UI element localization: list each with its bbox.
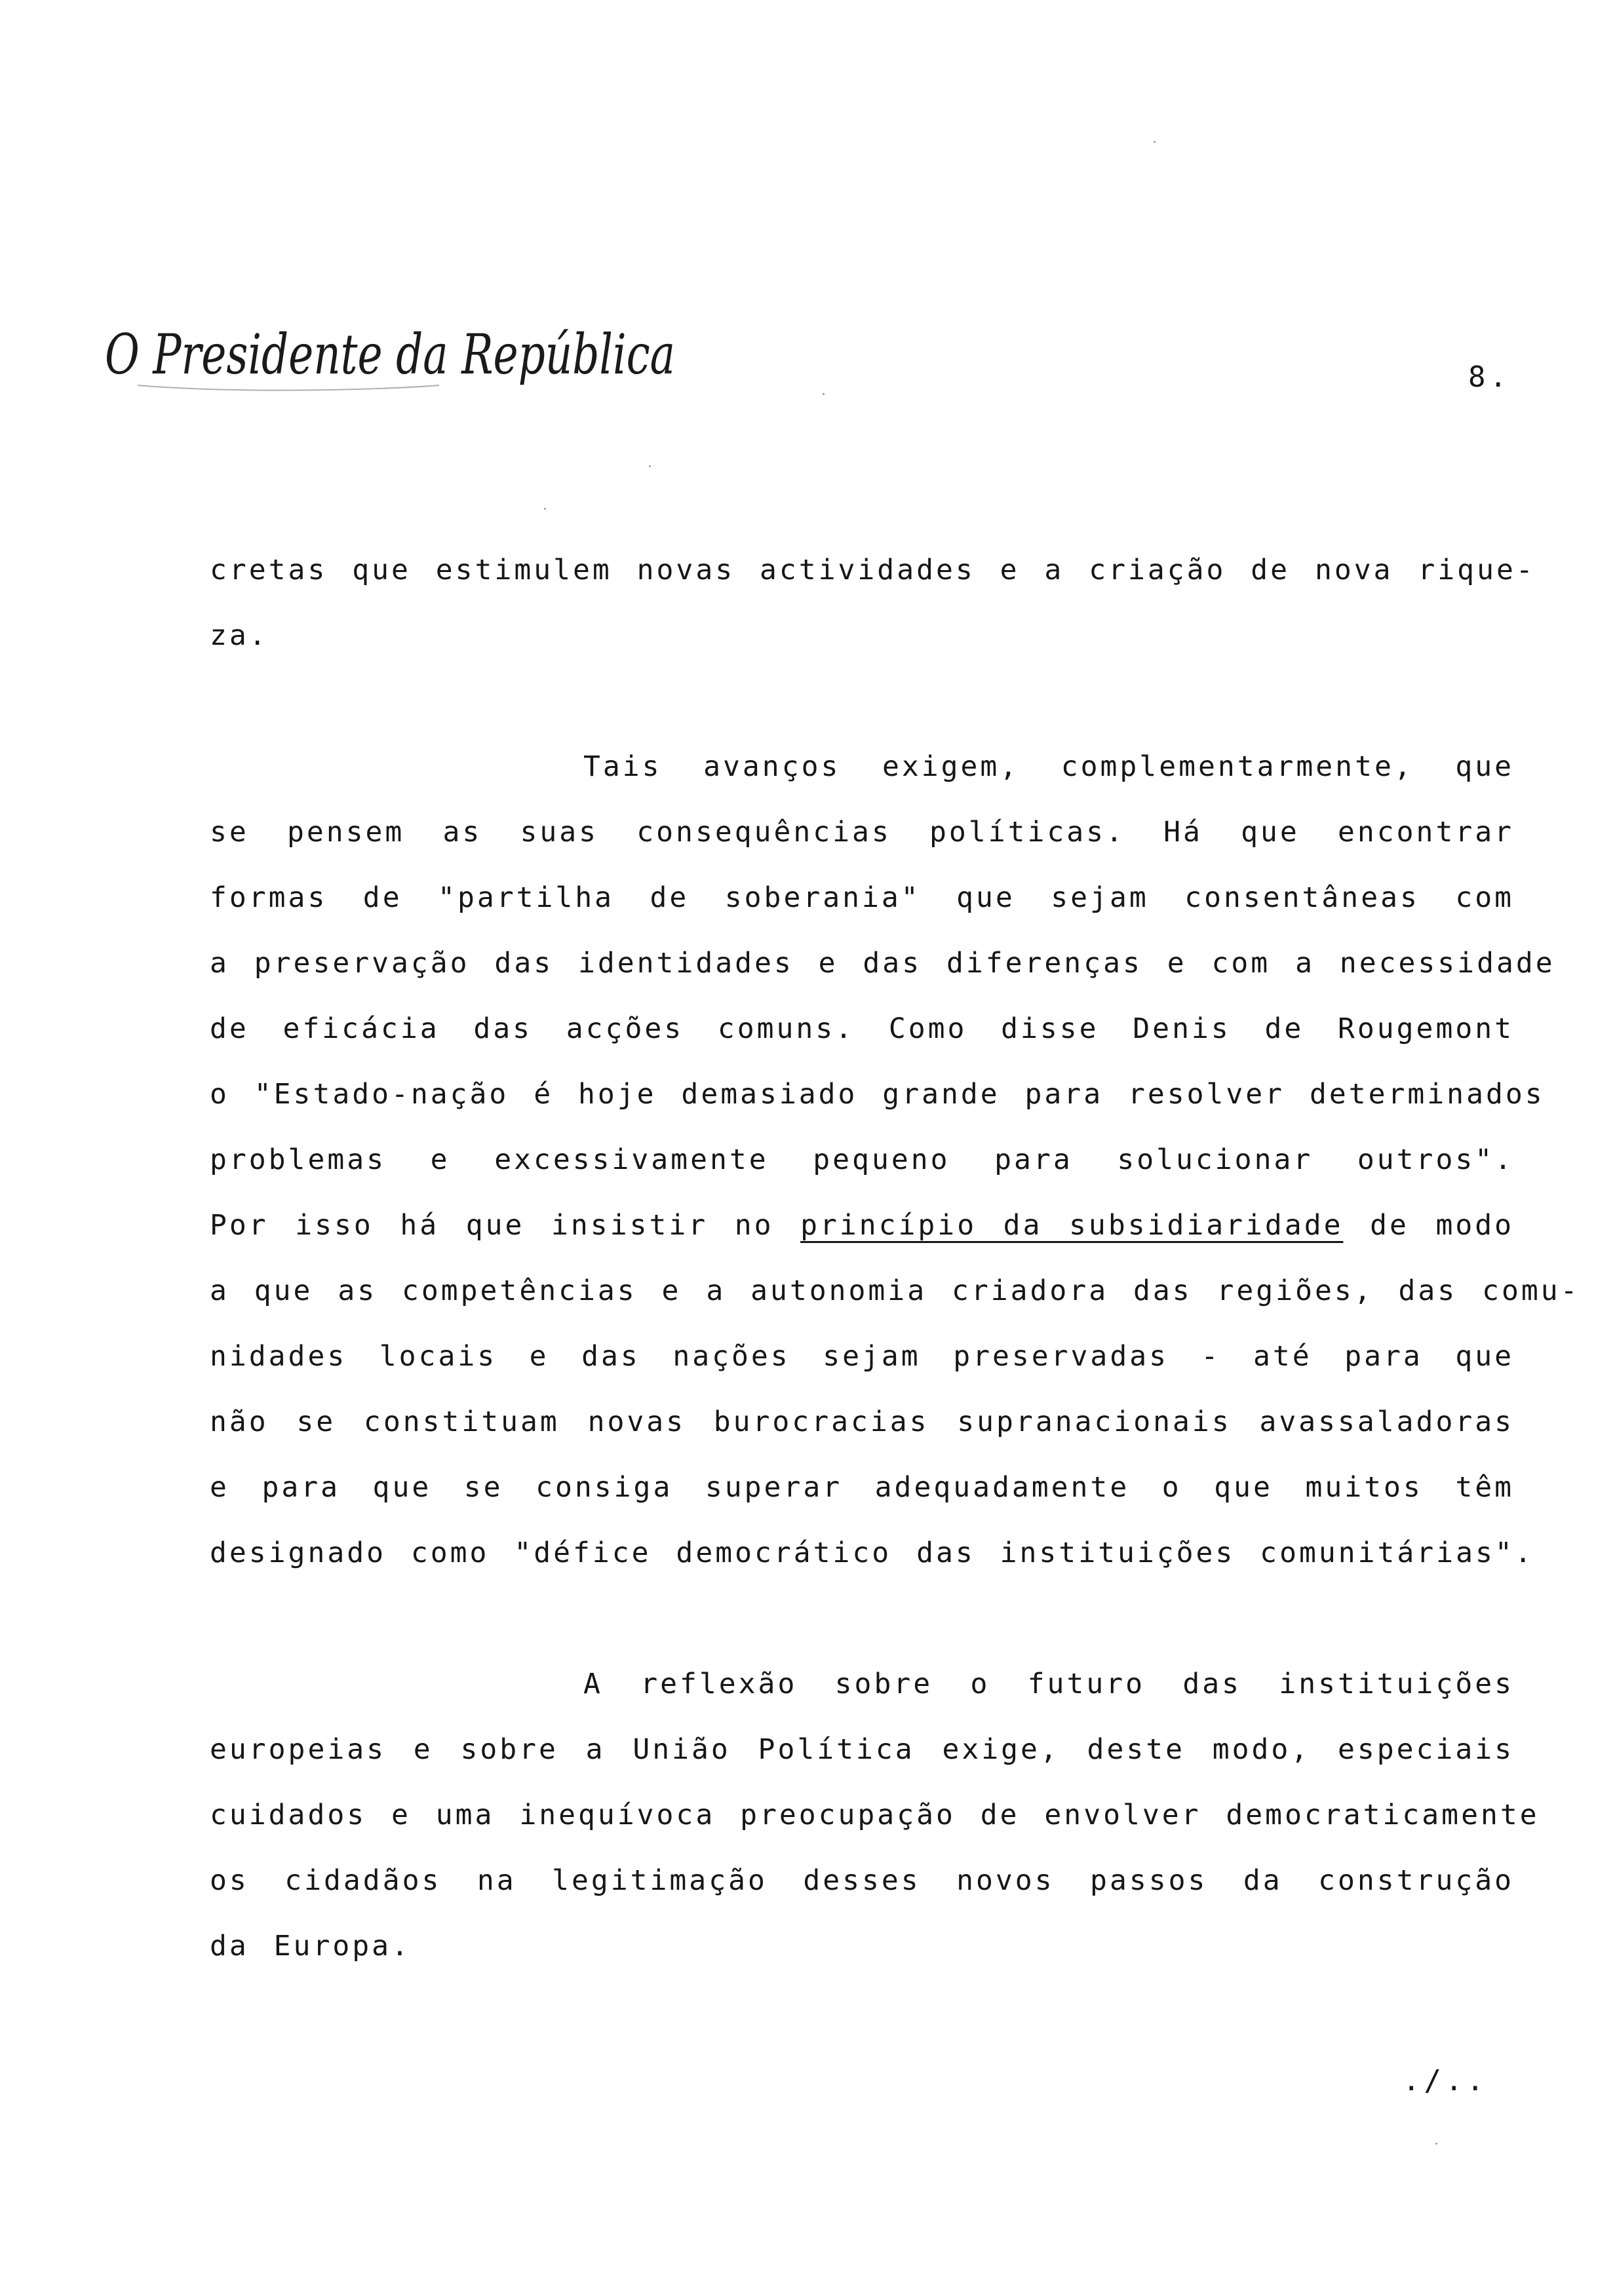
scan-speck	[1435, 2143, 1437, 2145]
scan-speck	[1154, 141, 1156, 143]
text-line: A reflexão sobre o futuro das instituições	[583, 1668, 1514, 1700]
scan-speck	[649, 465, 651, 467]
scan-speck	[544, 508, 546, 510]
text-segment: de modo	[1343, 1209, 1514, 1242]
text-line: o "Estado-nação é hoje demasiado grande para resolver determinados	[210, 1078, 1545, 1111]
text-line: não se constituam novas burocracias supranacionais avassaladoras	[210, 1406, 1514, 1438]
text-line-with-underline	[210, 1193, 1514, 1258]
text-line: cuidados e uma inequívoca preocupação de envolver democraticamente	[210, 1799, 1540, 1831]
text-line: e para que se consiga superar adequadamente o que muitos têm	[210, 1471, 1514, 1504]
text-line: designado como "défice democrático das instituições comunitárias".	[210, 1537, 1534, 1569]
paragraph-1	[210, 537, 1536, 668]
page-number: 8.	[1468, 360, 1511, 394]
text-line: formas de "partilha de soberania" que sejam consentâneas com	[210, 881, 1514, 914]
text-line: nidades locais e das nações sejam preservadas - até para que	[210, 1340, 1514, 1373]
text-line: a que as competências e a autonomia criadora das regiões, das comu-	[210, 1274, 1580, 1307]
text-segment: Por isso há que insistir no	[210, 1209, 801, 1242]
text-line: os cidadãos na legitimação desses novos passos da construção	[210, 1864, 1514, 1897]
letterhead-logo	[98, 308, 688, 406]
text-line: a preservação das identidades e das diferenças e com a necessidade	[210, 947, 1555, 980]
text-line: problemas e excessivamente pequeno para solucionar outros".	[210, 1143, 1514, 1176]
text-line: se pensem as suas consequências políticas. Há que encontrar	[210, 816, 1514, 849]
text-line: cretas que estimulem novas actividades e a criação de nova rique-	[210, 554, 1536, 586]
text-line: de eficácia das acções comuns. Como disse Denis de Rougemont	[210, 1012, 1514, 1045]
text-line: europeias e sobre a União Política exige, deste modo, especiais	[210, 1733, 1514, 1766]
text-line: za.	[210, 619, 269, 652]
text-line: da Europa.	[210, 1930, 411, 1962]
scan-speck	[823, 393, 825, 395]
text-line: Tais avanços exigem, complementarmente, que	[583, 750, 1514, 783]
continuation-mark: ./..	[1403, 2064, 1488, 2097]
underlined-term: princípio da subsidiaridade	[800, 1209, 1344, 1242]
paragraph-3	[210, 1651, 1540, 1979]
svg-text:O Presidente da República: O Presidente da República	[105, 322, 675, 387]
paragraph-2	[210, 734, 1580, 1586]
